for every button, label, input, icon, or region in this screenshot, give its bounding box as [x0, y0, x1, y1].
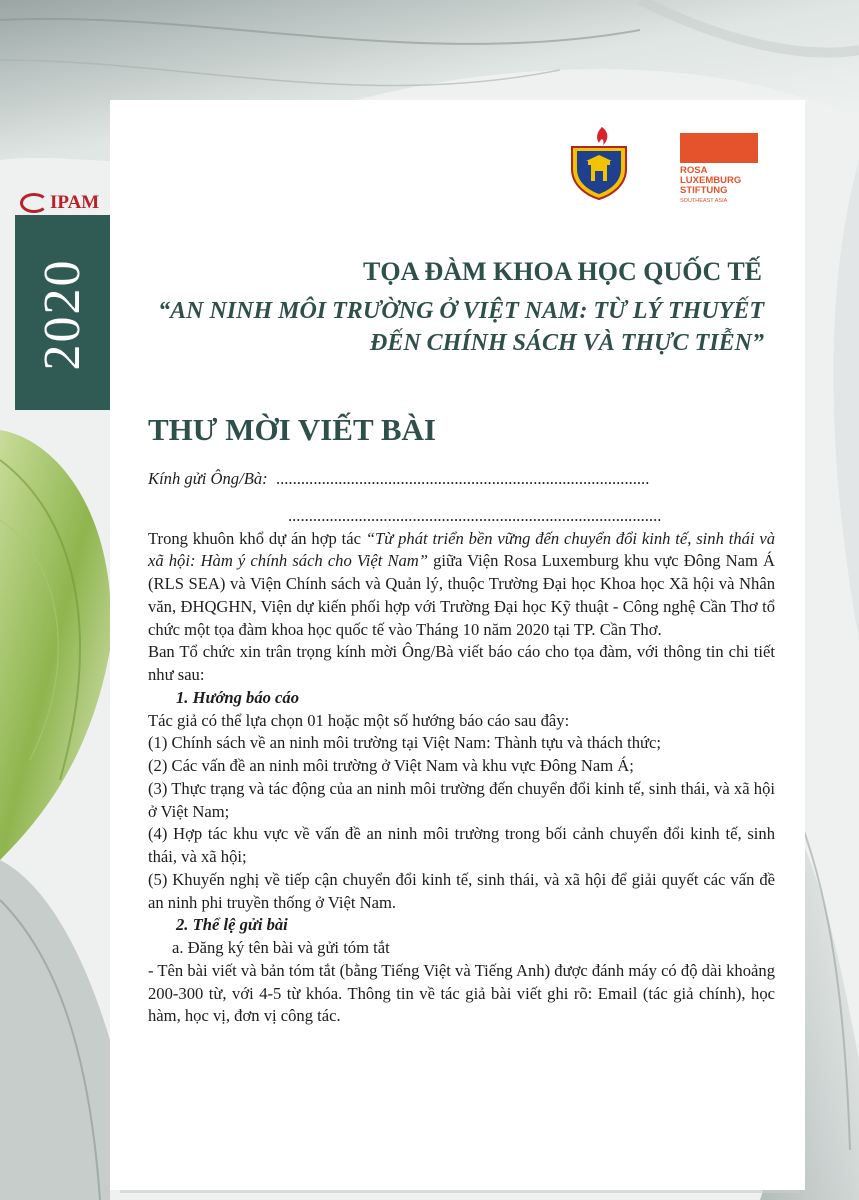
salutation-label: Kính gửi Ông/Bà:: [148, 469, 268, 488]
year-label: 2020: [34, 258, 91, 371]
rosa-logo-region: SOUTHEAST ASIA: [680, 198, 728, 204]
section-2-heading: 2. Thể lệ gửi bài: [176, 915, 288, 935]
event-theme-line-1: “AN NINH MÔI TRƯỜNG Ở VIỆT NAM: TỪ LÝ THUYẾT: [158, 298, 764, 324]
topic-item: (1) Chính sách về an ninh môi trường tại Việt Nam: Thành tựu và thách thức;: [148, 733, 661, 753]
topic-item: (2) Các vấn đề an ninh môi trường ở Việt Nam và khu vực Đông Nam Á;: [148, 756, 634, 775]
intro-paragraph: [148, 528, 775, 642]
ipam-logo: [20, 192, 99, 214]
salutation-dots-1: ..........................................................................................: [275, 469, 650, 488]
salutation-dots-2: ..........................................................................................: [288, 505, 662, 525]
salutation-line: [148, 468, 775, 491]
section-1-heading: 1. Hướng báo cáo: [176, 687, 300, 707]
topic-item: (4) Hợp tác khu vực về vấn đề an ninh môi trường trong bối cảnh chuyển đổi kinh tế, sinh thái, và xã hội;: [148, 824, 775, 866]
letter-body: [148, 468, 775, 1028]
section-2a-heading: a. Đăng ký tên bài và gửi tóm tắt: [172, 938, 390, 957]
spacer: [148, 491, 775, 505]
ipam-label: IPAM: [50, 192, 100, 213]
section-2a-body: - Tên bài viết và bản tóm tắt (bằng Tiếng Việt và Tiếng Anh) được đánh máy có độ dài khoảng 200-300 từ, với 4-5 từ khóa. Thông tin về tác giả bài viết ghi rõ: Email (tác giả chính), học hàm, học vị, đơn vị công tác.: [148, 960, 775, 1026]
year-sidebar: [15, 215, 110, 410]
salutation-dots-line-2: [148, 505, 775, 528]
event-heading: TỌA ĐÀM KHOA HỌC QUỐC TẾ: [363, 257, 762, 286]
section-1-intro: Tác giả có thể lựa chọn 01 hoặc một số hướng báo cáo sau đây:: [148, 710, 570, 730]
invite-paragraph: Ban Tổ chức xin trân trọng kính mời Ông/Bà viết báo cáo cho tọa đàm, với thông tin chi tiết như sau:: [148, 642, 775, 684]
topic-item: (5) Khuyến nghị về tiếp cận chuyển đổi kinh tế, sinh thái, và xã hội để giải quyết các vấn đề an ninh phi truyền thống ở Việt Nam.: [148, 869, 775, 912]
event-theme: [120, 295, 764, 359]
event-theme-line-2: ĐẾN CHÍNH SÁCH VÀ THỰC TIỄN”: [369, 330, 764, 356]
intro-text-1: Trong khuôn khổ dự án hợp tác: [148, 528, 366, 548]
intro-text-2: giữa Viện Rosa Luxemburg khu vực Đông Nam Á (RLS SEA) và Viện Chính sách và Quản lý, thuộc Trường Đại học Khoa học Xã hội và Nhân văn, ĐHQGHN, Viện dự kiến phối hợp với Trường Đại học Kỹ thuật - Công nghệ Cần Thơ tổ chức một tọa đàm khoa học quốc tế vào Tháng 10 năm 2020 tại TP. Cần Thơ.: [148, 551, 775, 639]
rosa-logo-name: ROSA LUXEMBURG STIFTUNG: [680, 165, 742, 196]
university-emblem-icon: [568, 125, 630, 201]
project-title: “Từ phát triển bền vững đến chuyển đổi kinh tế, sinh thái và xã hội: Hàm ý chính sách cho Việt Nam”: [148, 528, 776, 571]
ipam-swoosh-icon: [20, 193, 48, 213]
topic-item: (3) Thực trạng và tác động của an ninh môi trường đến chuyển đổi kinh tế, sinh thái, và xã hội ở Việt Nam;: [148, 778, 775, 821]
document-title: THƯ MỜI VIẾT BÀI: [148, 412, 436, 447]
rosa-logo-block: [680, 133, 758, 163]
rosa-luxemburg-logo: [680, 133, 760, 204]
